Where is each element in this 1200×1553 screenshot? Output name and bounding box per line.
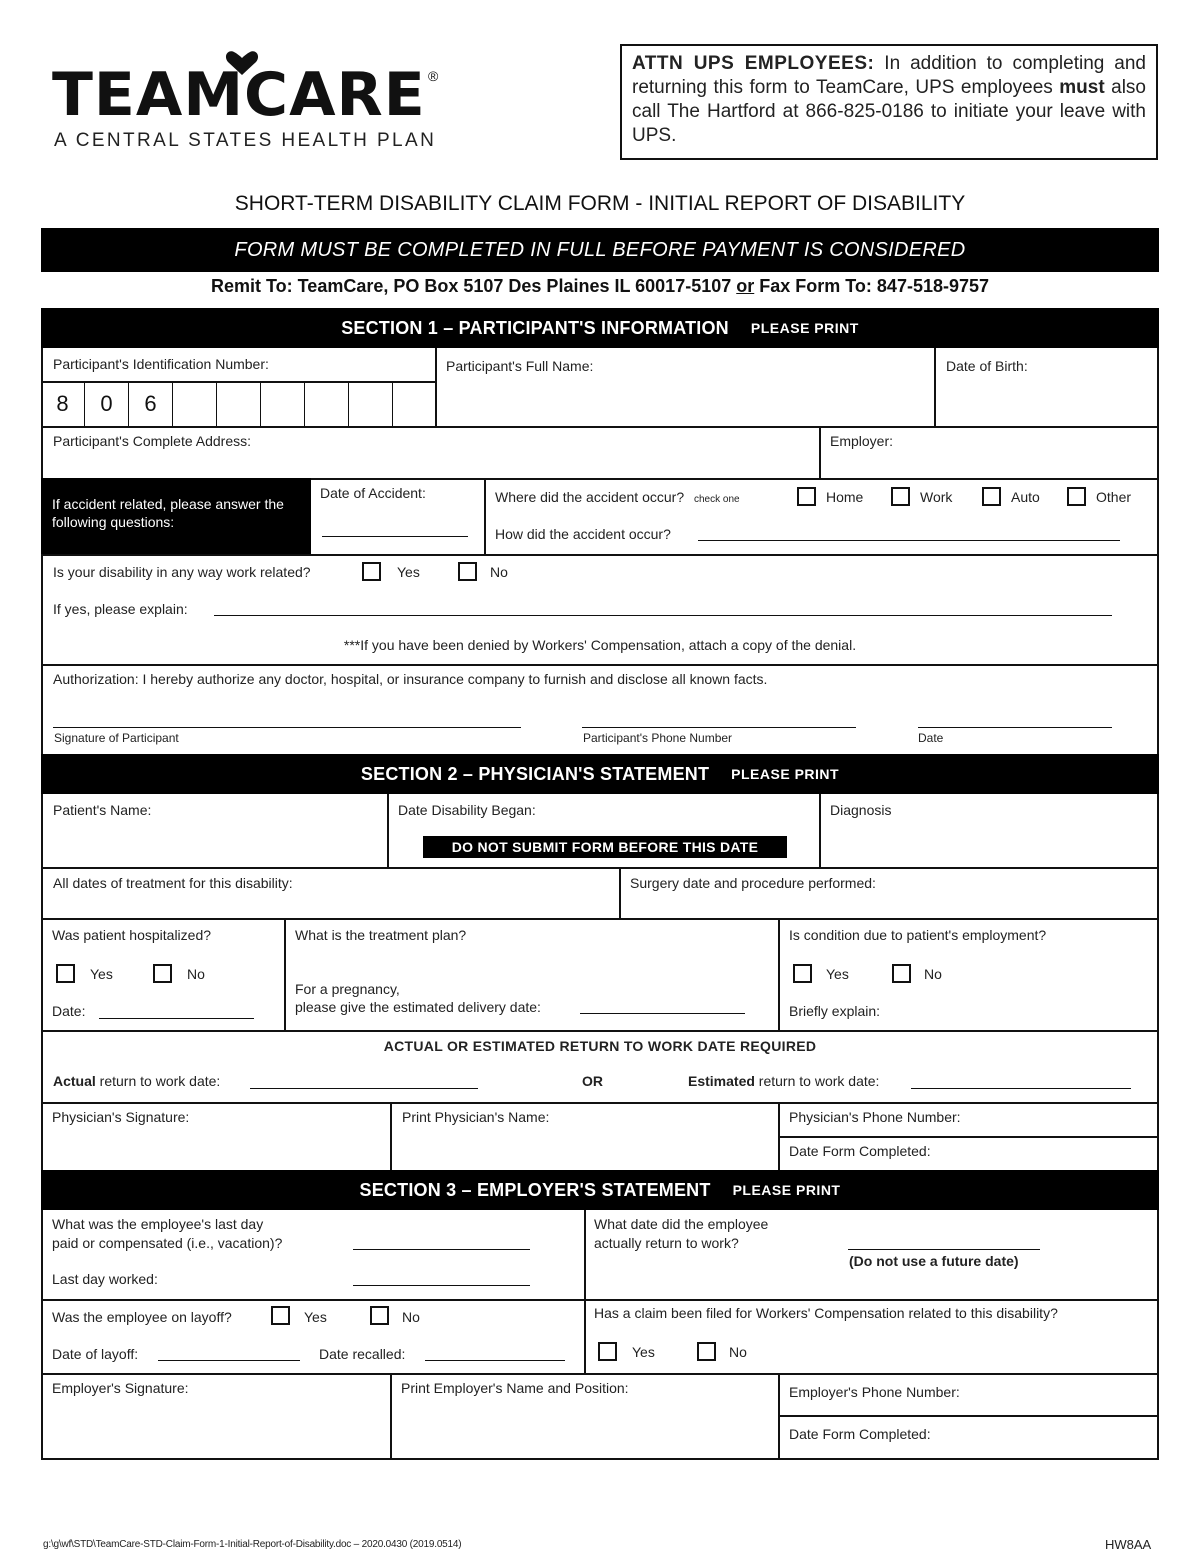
accident-note: If accident related, please answer the following questions:	[52, 496, 284, 530]
id-digit-box[interactable]	[41, 381, 85, 427]
work-checkbox[interactable]	[891, 487, 910, 506]
employer-signature-field[interactable]	[43, 1400, 390, 1458]
remit-line	[0, 276, 1200, 297]
section3-header	[41, 1170, 1159, 1210]
section2-title: SECTION 2 – PHYSICIAN'S STATEMENT	[360, 763, 710, 784]
estimated-rtw-field[interactable]	[911, 1088, 1131, 1089]
date-recalled-label: Date recalled:	[319, 1346, 406, 1362]
id-digit-box[interactable]	[217, 381, 261, 427]
remit-fax: Fax Form To: 847-518-9757	[754, 276, 990, 296]
home-checkbox[interactable]	[797, 487, 816, 506]
how-accident-label: How did the accident occur?	[495, 526, 671, 542]
participant-id-boxes	[41, 381, 436, 427]
actual-rest: return to work date:	[95, 1073, 221, 1089]
address-label: Participant's Complete Address:	[53, 433, 251, 449]
other-checkbox[interactable]	[1067, 487, 1086, 506]
physician-phone-label: Physician's Phone Number:	[789, 1109, 961, 1125]
employment-yes-label: Yes	[826, 966, 849, 982]
divider	[284, 918, 286, 1030]
footer-file-path: g:\g\wf\STD\TeamCare-STD-Claim-Form-1-Initial-Report-of-Disability.doc – 2020.0430 (2019.0514)	[43, 1539, 462, 1550]
id-digit-box[interactable]	[393, 381, 436, 427]
work-related-no-checkbox[interactable]	[458, 562, 477, 581]
actual-bold: Actual	[53, 1073, 96, 1089]
do-not-submit-text: DO NOT SUBMIT FORM BEFORE THIS DATE	[451, 839, 759, 855]
surgery-field[interactable]	[621, 894, 1156, 918]
date-of-accident-field[interactable]	[322, 536, 468, 537]
participant-date-label: Date	[918, 731, 944, 745]
logo-wordmark: TEAMCARE	[52, 60, 426, 130]
divider	[41, 1373, 1159, 1375]
hospitalized-no-label: No	[187, 966, 205, 982]
treatment-plan-label: What is the treatment plan?	[295, 927, 467, 943]
rtw-heading: ACTUAL OR ESTIMATED RETURN TO WORK DATE REQUIRED	[383, 1038, 817, 1054]
ups-attention-box	[620, 44, 1158, 160]
wc-claim-no-checkbox[interactable]	[697, 1342, 716, 1361]
surgery-label: Surgery date and procedure performed:	[630, 875, 876, 891]
teamcare-logo	[52, 50, 452, 160]
participant-phone-label: Participant's Phone Number	[583, 731, 733, 745]
section2-please-print: PLEASE PRINT	[731, 766, 840, 782]
wc-claim-yes-checkbox[interactable]	[598, 1342, 617, 1361]
id-digit: 8	[56, 391, 69, 416]
return-date-label-1: What date did the employee	[594, 1216, 769, 1232]
id-digit-box[interactable]	[305, 381, 349, 427]
employer-name-label: Print Employer's Name and Position:	[401, 1380, 629, 1396]
remit-or: or	[736, 276, 755, 296]
estimated-rest: return to work date:	[754, 1073, 880, 1089]
date-recalled-field[interactable]	[425, 1360, 565, 1361]
divider	[41, 1030, 1159, 1032]
section1-header	[41, 308, 1159, 348]
employer-date-completed-label: Date Form Completed:	[789, 1426, 931, 1442]
layoff-no-checkbox[interactable]	[370, 1306, 389, 1325]
employment-no-checkbox[interactable]	[892, 964, 911, 983]
return-date-label-2: actually return to work?	[594, 1235, 739, 1251]
attn-text-1: In addition to completing and returning this form to TeamCare, UPS employees	[632, 53, 1146, 98]
work-related-yes-label: Yes	[397, 564, 420, 580]
accident-note-box	[41, 478, 311, 554]
check-one-text: check one	[694, 494, 740, 505]
physician-name-field[interactable]	[392, 1128, 778, 1170]
date-began-label: Date Disability Began:	[398, 802, 536, 818]
layoff-no-label: No	[402, 1309, 420, 1325]
actual-rtw-field[interactable]	[250, 1088, 478, 1089]
delivery-date-field[interactable]	[580, 1013, 745, 1014]
footer-form-code: HW8AA	[1105, 1537, 1152, 1552]
employer-field[interactable]	[821, 452, 1156, 478]
logo-tagline: A CENTRAL STATES HEALTH PLAN	[54, 130, 437, 151]
participant-signature-label: Signature of Participant	[54, 731, 179, 745]
return-date-field[interactable]	[848, 1249, 1040, 1250]
treatment-dates-field[interactable]	[43, 894, 619, 918]
section1-please-print: PLEASE PRINT	[750, 320, 859, 336]
full-name-field[interactable]	[437, 380, 934, 426]
divider	[778, 1136, 1159, 1138]
section2-header	[41, 754, 1159, 794]
id-digit-box[interactable]	[85, 381, 129, 427]
banner-text: FORM MUST BE COMPLETED IN FULL BEFORE PAYMENT IS CONSIDERED	[234, 238, 966, 261]
estimated-bold: Estimated	[688, 1073, 755, 1089]
attn-lead: ATTN UPS EMPLOYEES:	[632, 53, 875, 74]
auto-option-label: Auto	[1011, 489, 1040, 505]
employer-name-field[interactable]	[392, 1400, 778, 1458]
divider	[41, 664, 1159, 666]
id-digit: 6	[144, 391, 157, 416]
employment-yes-checkbox[interactable]	[793, 964, 812, 983]
divider	[778, 918, 780, 1030]
last-worked-field[interactable]	[353, 1285, 530, 1286]
where-accident-text: Where did the accident occur?	[495, 489, 685, 505]
wc-claim-label: Has a claim been filed for Workers' Compensation related to this disability?	[594, 1305, 1058, 1321]
hospitalized-yes-checkbox[interactable]	[56, 964, 75, 983]
patient-name-field[interactable]	[43, 822, 387, 866]
work-option-label: Work	[920, 489, 953, 505]
attn-text-2: also call The Hartford at 866-825-0186 to initiate your leave with UPS.	[632, 77, 1146, 146]
attn-must: must	[1059, 77, 1105, 98]
id-digit-box[interactable]	[129, 381, 173, 427]
participant-date-field[interactable]	[918, 727, 1112, 728]
last-paid-label-1: What was the employee's last day	[52, 1216, 264, 1232]
employer-signature-label: Employer's Signature:	[52, 1380, 189, 1396]
remit-address: Remit To: TeamCare, PO Box 5107 Des Plaines IL 60017-5107	[210, 276, 737, 296]
id-digit-box[interactable]	[261, 381, 305, 427]
diagnosis-field[interactable]	[821, 822, 1156, 866]
explain-label: If yes, please explain:	[53, 601, 188, 617]
how-accident-field[interactable]	[698, 540, 1120, 541]
divider	[41, 554, 1159, 556]
last-paid-field[interactable]	[353, 1249, 530, 1250]
home-option-label: Home	[826, 489, 864, 505]
where-accident-label	[495, 489, 740, 505]
denial-note: ***If you have been denied by Workers' Compensation, attach a copy of the denial.	[343, 637, 857, 653]
wc-claim-no-label: No	[729, 1344, 747, 1360]
section3-please-print: PLEASE PRINT	[732, 1182, 841, 1198]
divider	[41, 1299, 1159, 1301]
hospitalized-date-field[interactable]	[99, 1018, 254, 1019]
id-digit-box[interactable]	[349, 381, 393, 427]
rtw-or: OR	[582, 1073, 603, 1089]
wc-claim-yes-label: Yes	[632, 1344, 655, 1360]
work-related-no-label: No	[490, 564, 508, 580]
last-paid-label-2: paid or compensated (i.e., vacation)?	[52, 1235, 283, 1251]
layoff-label: Was the employee on layoff?	[52, 1309, 232, 1325]
employment-no-label: No	[924, 966, 942, 982]
employment-condition-label: Is condition due to patient's employment?	[789, 927, 1047, 943]
physician-name-label: Print Physician's Name:	[402, 1109, 550, 1125]
physician-signature-field[interactable]	[43, 1128, 390, 1170]
patient-name-label: Patient's Name:	[53, 802, 152, 818]
last-worked-label: Last day worked:	[52, 1271, 158, 1287]
physician-date-completed-label: Date Form Completed:	[789, 1143, 931, 1159]
employer-phone-label: Employer's Phone Number:	[789, 1384, 960, 1400]
hospitalized-yes-label: Yes	[90, 966, 113, 982]
date-layoff-field[interactable]	[158, 1360, 300, 1361]
pregnancy-label-1: For a pregnancy,	[295, 981, 400, 997]
other-option-label: Other	[1096, 489, 1132, 505]
hospitalized-no-checkbox[interactable]	[153, 964, 172, 983]
work-related-label: Is your disability in any way work related?	[53, 564, 311, 580]
do-not-submit-badge	[423, 836, 787, 858]
participant-id-label: Participant's Identification Number:	[53, 356, 269, 372]
divider	[584, 1210, 586, 1374]
participant-phone-field[interactable]	[582, 727, 856, 728]
estimated-rtw-label	[688, 1073, 879, 1089]
physician-signature-label: Physician's Signature:	[52, 1109, 190, 1125]
layoff-yes-checkbox[interactable]	[271, 1306, 290, 1325]
auto-checkbox[interactable]	[982, 487, 1001, 506]
registered-mark: ®	[428, 68, 439, 84]
section1-title: SECTION 1 – PARTICIPANT'S INFORMATION	[341, 317, 729, 338]
id-digit-box[interactable]	[173, 381, 217, 427]
treatment-dates-label: All dates of treatment for this disability:	[53, 875, 293, 891]
hospitalized-label: Was patient hospitalized?	[52, 927, 212, 943]
actual-rtw-label	[53, 1073, 220, 1089]
layoff-yes-label: Yes	[304, 1309, 327, 1325]
date-layoff-label: Date of layoff:	[52, 1346, 139, 1362]
divider	[484, 478, 486, 554]
divider	[41, 1102, 1159, 1104]
divider	[387, 794, 389, 868]
divider	[41, 918, 1159, 920]
hospitalized-date-label: Date:	[52, 1003, 86, 1019]
form-title: SHORT-TERM DISABILITY CLAIM FORM - INITIAL REPORT OF DISABILITY	[234, 192, 966, 215]
explain-field[interactable]	[214, 615, 1112, 616]
id-digit: 0	[100, 391, 113, 416]
participant-signature-field[interactable]	[53, 727, 521, 728]
date-of-accident-label: Date of Accident:	[320, 485, 426, 501]
section3-title: SECTION 3 – EMPLOYER'S STATEMENT	[359, 1179, 711, 1200]
pregnancy-label-2: please give the estimated delivery date:	[295, 999, 541, 1015]
divider	[41, 867, 1159, 869]
authorization-text: Authorization: I hereby authorize any doctor, hospital, or insurance company to furnish and disclose all known facts.	[53, 671, 768, 687]
dob-field[interactable]	[936, 380, 1156, 426]
full-name-label: Participant's Full Name:	[446, 358, 594, 374]
work-related-yes-checkbox[interactable]	[362, 562, 381, 581]
employer-label: Employer:	[830, 433, 894, 449]
diagnosis-label: Diagnosis	[830, 802, 892, 818]
future-date-note: (Do not use a future date)	[849, 1253, 1019, 1269]
dob-label: Date of Birth:	[946, 358, 1028, 374]
divider	[41, 426, 1159, 428]
completion-banner	[41, 228, 1159, 272]
address-field[interactable]	[43, 452, 819, 478]
divider	[778, 1415, 1159, 1417]
briefly-explain-label: Briefly explain:	[789, 1003, 881, 1019]
